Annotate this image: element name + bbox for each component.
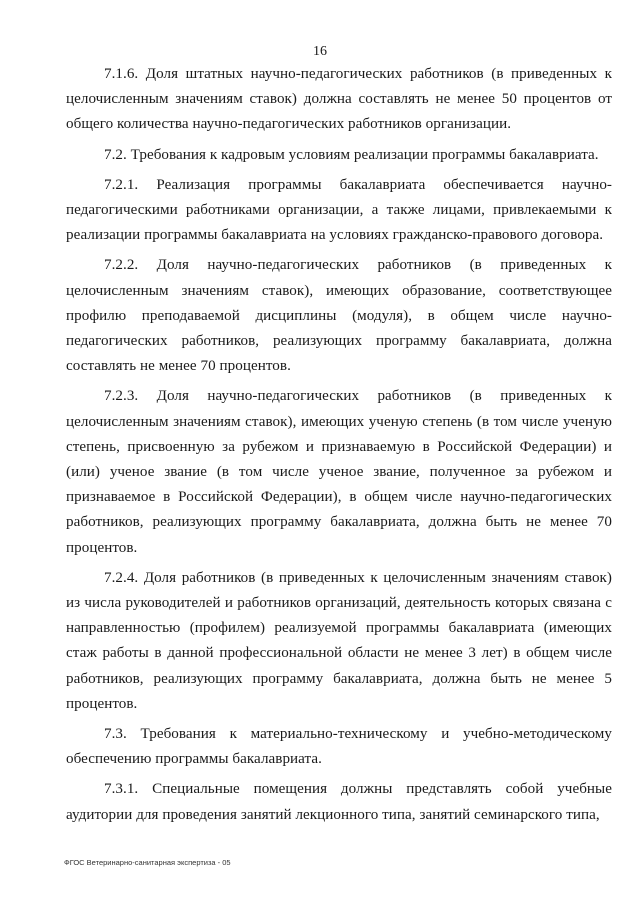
paragraph-7-3-1: 7.3.1. Специальные помещения должны представлять собой учебные аудитории для проведения занятий лекционного типа, занятий семинарского типа, (66, 781, 612, 823)
page-footer: ФГОС Ветеринарно-санитарная экспертиза - 05 (64, 858, 231, 867)
page-number: 16 (313, 44, 327, 59)
paragraph-7-2-3: 7.2.3. Доля научно-педагогических работников (в приведенных к целочисленным значениям ставок), имеющих ученую степень (в том числе ученую степень, присвоенную за рубежом и признаваемую в Российской Федерации) и (или) ученое звание (в том числе ученое звание, полученное за рубежом и признаваемое в Российской Федерации), в общем числе научно-педагогических работников, реализующих программу бакалавриата, должна быть не менее 70 процентов. (66, 388, 612, 556)
paragraph-7-2-4: 7.2.4. Доля работников (в приведенных к целочисленным значениям ставок) из числа руководителей и работников организаций, деятельность которых связана с направленностью (профилем) реализуемой программы бакалавриата (имеющих стаж работы в данной профессиональной области не менее 3 лет) в общем числе работников, реализующих программу бакалавриата, должна быть не менее 5 процентов. (66, 569, 612, 712)
paragraph-7-2-1: 7.2.1. Реализация программы бакалавриата обеспечивается научно-педагогическими работниками организации, а также лицами, привлекаемыми к реализации программы бакалавриата на условиях гражданско-правового договора. (66, 176, 612, 244)
paragraph-7-2-2: 7.2.2. Доля научно-педагогических работников (в приведенных к целочисленным значениям ставок), имеющих образование, соответствующее профилю преподаваемой дисциплины (модуля), в общем числе научно-педагогических работников, реализующих программу бакалавриата, должна составлять не менее 70 процентов. (66, 257, 612, 375)
paragraph-7-3: 7.3. Требования к материально-техническому и учебно-методическому обеспечению программы бакалавриата. (66, 726, 612, 768)
paragraph-7-2: 7.2. Требования к кадровым условиям реализации программы бакалавриата. (104, 146, 599, 163)
paragraph-7-1-6: 7.1.6. Доля штатных научно-педагогических работников (в приведенных к целочисленным значениям ставок) должна составлять не менее 50 процентов от общего количества научно-педагогических работников организации. (66, 66, 612, 133)
document-body (66, 62, 612, 833)
